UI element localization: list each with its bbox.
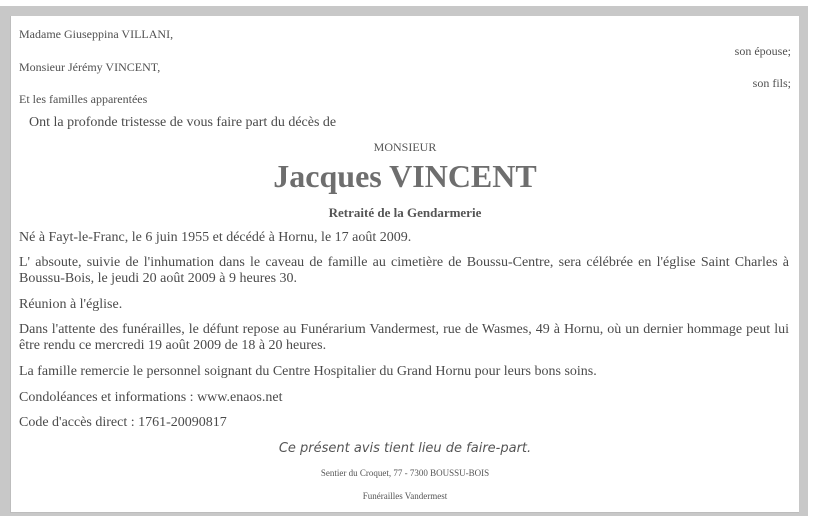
funeral-company: Funérailles Vandermest: [362, 491, 448, 501]
spouse-name: Madame Giuseppina VILLANI,: [19, 27, 174, 41]
deceased-name: Jacques VINCENT: [273, 158, 537, 194]
obituary-card: [10, 16, 799, 513]
access-code-paragraph: Code d'accès direct : 1761-20090817: [19, 415, 227, 430]
son-role: son fils;: [752, 76, 791, 90]
deceased-title: Retraité de la Gendarmerie: [328, 205, 482, 220]
ceremony-paragraph: L' absoute, suivie de l'inhumation dans le caveau de famille au cimetière de Boussu-Centre, sera célébrée en l'église Saint Charles à Boussu-Bois, le jeudi 20 août 2009 à 9 heures 30.: [19, 255, 789, 286]
families-line: Et les familles apparentées: [19, 92, 148, 106]
funeral-home-paragraph: Dans l'attente des funérailles, le défunt repose au Funérarium Vandermest, rue de Wasmes, 49 à Hornu, où un dernier hommage peut lui être rendu ce mercredi 19 août 2009 de 18 à 20 heures.: [19, 322, 789, 353]
intro-line: Ont la profonde tristesse de vous faire part du décès de: [29, 115, 337, 130]
birth-death-paragraph: Né à Fayt-le-Franc, le 6 juin 1955 et décédé à Hornu, le 17 août 2009.: [19, 230, 412, 245]
thanks-paragraph: La famille remercie le personnel soignant du Centre Hospitalier du Grand Hornu pour leurs bons soins.: [19, 364, 597, 379]
son-name: Monsieur Jérémy VINCENT,: [19, 60, 161, 74]
honorific: MONSIEUR: [373, 140, 437, 154]
spouse-role: son épouse;: [734, 44, 791, 58]
condolences-paragraph: Condoléances et informations : www.enaos.net: [19, 390, 283, 405]
funeral-address: Sentier du Croquet, 77 - 7300 BOUSSU-BOIS: [320, 468, 490, 478]
faire-part-notice: Ce présent avis tient lieu de faire-part.: [278, 441, 532, 456]
meeting-paragraph: Réunion à l'église.: [19, 297, 123, 312]
